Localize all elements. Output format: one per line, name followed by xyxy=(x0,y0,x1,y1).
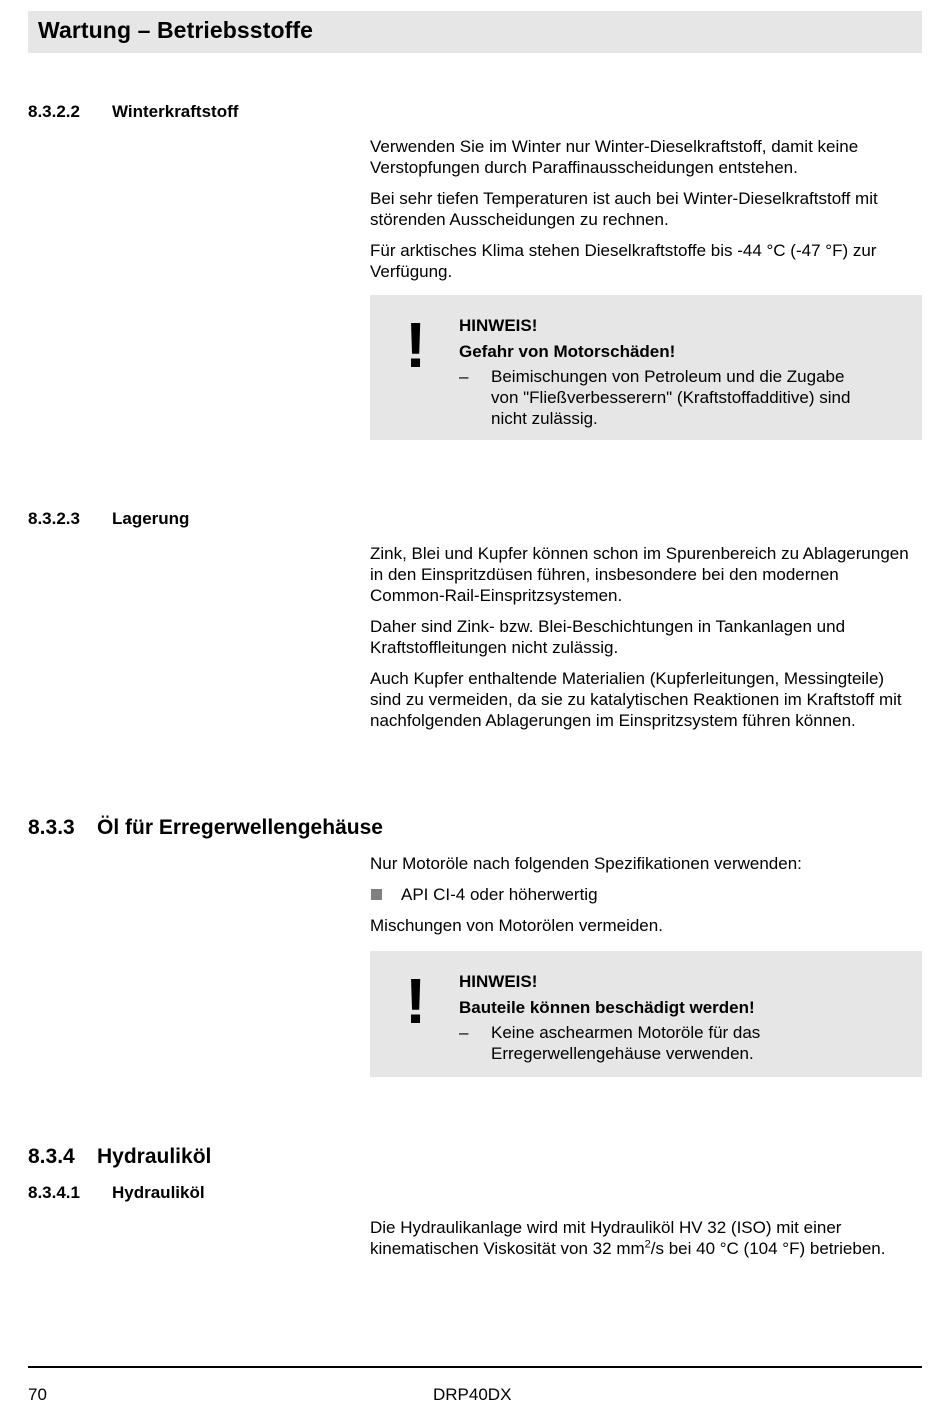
notice-box-motorschaeden xyxy=(370,295,922,440)
subsection-heading-hydraulikoel xyxy=(28,1183,205,1203)
notice-box-bauteile xyxy=(370,951,922,1077)
section-number: 8.3.4.1 xyxy=(28,1183,80,1202)
notice-item-text: Keine aschearmen Motoröle für das Erregerwellengehäuse verwenden. xyxy=(491,1023,761,1063)
notice-item-text: Beimischungen von Petroleum und die Zugabe von "Fließverbesserern" (Kraftstoffadditive) sind nicht zulässig. xyxy=(491,367,851,428)
paragraph: Daher sind Zink- bzw. Blei-Beschichtungen in Tankanlagen und Kraftstoffleitungen nicht zulässig. xyxy=(370,617,846,657)
section-heading-oel xyxy=(28,816,383,840)
section-heading-hydraulikoel xyxy=(28,1145,211,1169)
list-item xyxy=(370,884,915,905)
paragraph: Zink, Blei und Kupfer können schon im Spurenbereich zu Ablagerungen in den Einspritzdüsen führen, insbesondere bei den modernen Common-Rail-Einspritzsystemen. xyxy=(370,544,909,605)
exclamation-icon: ! xyxy=(405,965,427,1037)
paragraph: Für arktisches Klima stehen Dieselkraftstoffe bis -44 °C (-47 °F) zur Verfügung. xyxy=(370,241,877,281)
winter-body xyxy=(370,136,915,292)
section-heading-lagerung xyxy=(28,509,189,529)
paragraph: Auch Kupfer enthaltende Materialien (Kupferleitungen, Messingteile) sind zu vermeiden, da sie zu katalytischen Reaktionen im Kraftstoff mit nachfolgenden Ablagerungen im Einspritzsystem führen können. xyxy=(370,669,902,730)
section-title: Hydrauliköl xyxy=(112,1183,205,1202)
lagerung-body xyxy=(370,543,915,741)
section-title: Hydrauliköl xyxy=(97,1145,212,1168)
page-header xyxy=(28,11,922,53)
section-number: 8.3.2.3 xyxy=(28,509,80,528)
section-number: 8.3.4 xyxy=(28,1145,75,1168)
section-heading-winterkraftstoff xyxy=(28,102,238,122)
list-item-text: API CI-4 oder höherwertig xyxy=(401,885,598,904)
section-title: Lagerung xyxy=(112,509,190,528)
paragraph-text: /s bei 40 °C (104 °F) betrieben. xyxy=(650,1239,886,1258)
paragraph xyxy=(370,1217,915,1259)
paragraph: Bei sehr tiefen Temperaturen ist auch bei Winter-Dieselkraftstoff mit störenden Ausscheidungen zu rechnen. xyxy=(370,189,878,229)
page-title: Wartung – Betriebsstoffe xyxy=(38,17,314,43)
section-title: Winterkraftstoff xyxy=(112,102,239,121)
square-bullet-icon xyxy=(371,889,382,900)
paragraph: Verwenden Sie im Winter nur Winter-Dieselkraftstoff, damit keine Verstopfungen durch Paraffinausscheidungen entstehen. xyxy=(370,137,859,177)
footer-divider xyxy=(28,1366,922,1368)
dash-marker: – xyxy=(459,367,469,386)
model-name: DRP40DX xyxy=(433,1385,512,1404)
notice-item xyxy=(459,1022,871,1064)
notice-item xyxy=(459,366,851,429)
hydraulik-body xyxy=(370,1217,915,1269)
notice-text xyxy=(459,315,899,429)
section-number: 8.3.3 xyxy=(28,816,75,839)
section-title: Öl für Erregerwellengehäuse xyxy=(97,816,383,839)
oel-body xyxy=(370,853,915,946)
section-number: 8.3.2.2 xyxy=(28,102,80,121)
notice-heading: Gefahr von Motorschäden! xyxy=(459,342,676,361)
dash-marker: – xyxy=(459,1023,469,1042)
notice-heading: Bauteile können beschädigt werden! xyxy=(459,998,755,1017)
paragraph: Nur Motoröle nach folgenden Spezifikationen verwenden: xyxy=(370,854,802,873)
notice-text xyxy=(459,971,899,1064)
page-number: 70 xyxy=(28,1385,47,1404)
notice-label: HINWEIS! xyxy=(459,972,538,991)
paragraph-text: Die Hydraulikanlage wird mit Hydrauliköl HV 32 (ISO) mit einer kinematischen Viskosität von 32 mm xyxy=(370,1218,842,1258)
paragraph: Mischungen von Motorölen vermeiden. xyxy=(370,916,663,935)
notice-label: HINWEIS! xyxy=(459,316,538,335)
exclamation-icon: ! xyxy=(405,309,427,381)
superscript: 2 xyxy=(644,1238,651,1251)
